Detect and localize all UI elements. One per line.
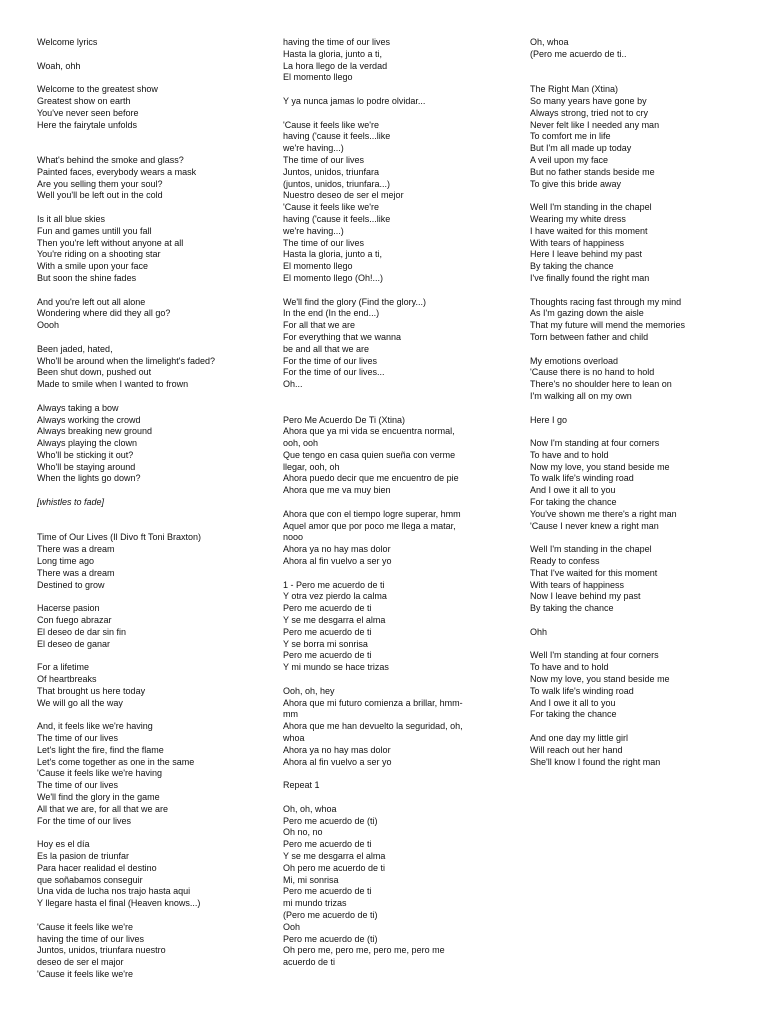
lyric-line: All that we are, for all that we are [37,803,169,814]
lyric-line: For taking the chance [530,497,617,508]
lyric-line: Let's light the fire, find the flame [37,744,164,755]
lyric-line: The time of our lives [37,780,119,791]
lyric-line: To have and to hold [530,662,609,673]
lyric-line: 'Cause it feels like we're [283,119,379,130]
song-title: The Right Man (Xtina) [530,84,619,95]
lyric-line: A veil upon my face [530,154,609,165]
lyric-line: Ahora ya no hay mas dolor [283,544,391,555]
lyric-line: To walk life's winding road [530,473,634,484]
lyric-line: Para hacer realidad el destino [37,862,157,873]
stanza-gap [283,403,513,415]
lyric-line: For the time of our lives [37,815,132,826]
stanza-gap [283,497,513,509]
lyric-line: I've finally found the right man [530,272,650,283]
stanza-gap [283,792,513,804]
lyric-line: Y se borra mi sonrisa [283,638,368,649]
lyric-line: Hasta la gloria, junto a ti, [283,48,383,59]
lyric-line: Mi, mi sonrisa [283,874,339,885]
lyric-line: Woah, ohh [37,60,81,71]
stanza-gap [283,285,513,297]
lyric-line: Well I'm standing in the chapel [530,544,652,555]
stanza-gap [530,532,760,544]
lyric-line: Una vida de lucha nos trajo hasta aqui [37,886,191,897]
stanza-gap [530,285,760,297]
lyric-line: having the time of our lives [37,933,145,944]
lyric-line: Ooh [283,921,301,932]
lyric-line: 'Cause I never knew a right man [530,520,659,531]
lyric-line: 'Cause it feels like we're [37,968,133,979]
lyric-line: we're having...) [283,143,344,154]
lyric-line: Long time ago [37,556,95,567]
lyric-line: Ahora que con el tiempo logre superar, hmm [283,508,461,519]
lyric-line: Ahora al fin vuelvo a ser yo [283,756,392,767]
stanza-gap [37,49,267,61]
lyric-line: Oooh [37,320,60,331]
lyric-line: Wearing my white dress [530,213,626,224]
lyric-line: There's no shoulder here to lean on [530,379,672,390]
lyric-line: Fun and games untill you fall [37,225,152,236]
lyric-line: The time of our lives [283,154,365,165]
lyric-line: 1 - Pero me acuerdo de ti [283,579,385,590]
lyric-line: Then you're left without anyone at all [37,237,184,248]
lyric-line: Is it all blue skies [37,213,106,224]
lyric-line: Well I'm standing at four corners [530,650,659,661]
lyric-line: With tears of happiness [530,579,625,590]
lyric-line: With tears of happiness [530,237,625,248]
lyric-line: Pero me acuerdo de ti [283,650,372,661]
lyric-line: mm [283,709,298,720]
lyric-line: That brought us here today [37,685,146,696]
lyric-line: Pero me acuerdo de ti [283,603,372,614]
lyric-line: Pero me acuerdo de (ti) [283,933,378,944]
lyric-line: Aquel amor que por poco me llega a matar, [283,520,456,531]
stanza-gap [37,285,267,297]
stanza-gap [530,721,760,733]
stanza-gap [37,332,267,344]
lyric-line: That I've waited for this moment [530,567,658,578]
lyric-line: To walk life's winding road [530,685,634,696]
lyric-line: And I owe it all to you [530,485,616,496]
lyric-line: And, it feels like we're having [37,721,153,732]
lyric-line: You've shown me there's a right man [530,508,677,519]
lyric-line: be and all that we are [283,343,370,354]
lyric-line: For taking the chance [530,709,617,720]
song-title: Pero Me Acuerdo De Ti (Xtina) [283,414,406,425]
lyric-line: Que tengo en casa quien sueña con verme [283,449,456,460]
lyric-line: Will reach out her hand [530,744,623,755]
lyric-line: Painted faces, everybody wears a mask [37,166,197,177]
lyric-line: ooh, ooh [283,438,319,449]
lyric-line: Y ya nunca jamas lo podre olvidar... [283,95,426,106]
lyric-line: Y se me desgarra el alma [283,615,386,626]
lyric-line: El momento llego (Oh!...) [283,272,384,283]
lyric-line: Wondering where did they all go? [37,308,171,319]
lyric-line: Made to smile when I wanted to frown [37,379,189,390]
lyric-line: Pero me acuerdo de (ti) [283,815,378,826]
lyric-line: El deseo de dar sin fin [37,626,127,637]
lyric-line: I'm walking all on my own [530,390,632,401]
stanza-gap [530,403,760,415]
lyric-line: Ahora que ya mi vida se encuentra normal, [283,426,455,437]
lyric-line: Greatest show on earth [37,95,131,106]
lyric-line: For the time of our lives... [283,367,385,378]
lyric-line: Pero me acuerdo de ti [283,839,372,850]
lyric-line: The time of our lives [283,237,365,248]
stanza-gap [37,827,267,839]
lyrics-column-right [530,37,760,768]
lyric-line: To comfort me in life [530,131,611,142]
lyric-line: Juntos, unidos, triunfara [283,166,380,177]
lyric-line: But soon the shine fades [37,272,137,283]
lyric-line: Destined to grow [37,579,105,590]
lyric-line: Thoughts racing fast through my mind [530,296,682,307]
lyrics-column-middle [283,37,513,969]
lyric-line: nooo [283,532,304,543]
lyric-line: Welcome to the greatest show [37,84,158,95]
stanza-gap [283,768,513,780]
lyric-line: Here I leave behind my past [530,249,643,260]
lyric-line: Y otra vez pierdo la calma [283,591,387,602]
lyric-line: Con fuego abrazar [37,615,112,626]
stanza-gap [37,485,267,497]
lyric-line: To give this bride away [530,178,622,189]
lyric-line: You're riding on a shooting star [37,249,161,260]
lyric-line: Oh no, no [283,827,323,838]
stanza-gap [37,72,267,84]
lyric-line: There was a dream [37,544,115,555]
lyric-line: In the end (In the end...) [283,308,380,319]
lyric-line: We'll find the glory (Find the glory...) [283,296,426,307]
stanza-gap [530,426,760,438]
stanza-gap [37,509,267,521]
lyric-line: Juntos, unidos, triunfara nuestro [37,945,166,956]
lyric-line: Of heartbreaks [37,674,97,685]
lyric-line: Repeat 1 [283,780,320,791]
lyric-line: Let's come together as one in the same [37,756,195,767]
lyric-line: Pero me acuerdo de ti [283,886,372,897]
lyric-line: So many years have gone by [530,95,647,106]
stanza-gap [37,131,267,143]
lyric-line: 'Cause it feels like we're having [37,768,162,779]
stanza-gap [37,709,267,721]
lyric-line: With a smile upon your face [37,261,149,272]
song-title: Welcome lyrics [37,37,98,47]
stanza-gap [530,639,760,651]
stanza-gap [530,61,760,73]
lyric-line: having the time of our lives [283,37,391,47]
lyric-line: Always playing the clown [37,438,138,449]
lyric-line: Well you'll be left out in the cold [37,190,163,201]
lyric-line: 'Cause there is no hand to hold [530,367,655,378]
lyric-line: But no father stands beside me [530,166,655,177]
stanza-gap [283,391,513,403]
lyric-line: I have waited for this moment [530,225,648,236]
lyric-line: Who'll be staying around [37,461,136,472]
stanza-gap [530,615,760,627]
lyric-line: Y mi mundo se hace trizas [283,662,389,673]
lyric-line: Torn between father and child [530,331,649,342]
lyric-line: Ready to confess [530,556,600,567]
lyric-line: having ('cause it feels...like [283,131,391,142]
stanza-gap [37,521,267,533]
lyric-line: La hora llego de la verdad [283,60,388,71]
lyric-line: Always working the crowd [37,414,141,425]
lyric-line: By taking the chance [530,261,614,272]
lyric-line: Ahora que me han devuelto la seguridad, oh, [283,721,463,732]
lyric-line: [whistles to fade] [37,497,105,508]
lyric-line: 'Cause it feels like we're [37,921,133,932]
lyric-line: El momento llego [283,261,353,272]
lyric-line: Always breaking new ground [37,426,153,437]
lyric-line: By taking the chance [530,603,614,614]
lyric-line: For all that we are [283,320,356,331]
lyric-line: Hoy es el día [37,839,90,850]
lyric-line: Ohh [530,626,548,637]
lyric-line: When the lights go down? [37,473,141,484]
lyric-line: Here the fairytale unfolds [37,119,138,130]
lyric-line: Who'll be around when the limelight's faded? [37,355,216,366]
lyric-line: Now my love, you stand beside me [530,461,670,472]
stanza-gap [37,591,267,603]
lyric-line: The time of our lives [37,733,119,744]
stanza-gap [283,84,513,96]
lyric-line: Oh, whoa [530,37,569,47]
lyric-line: As I'm gazing down the aisle [530,308,644,319]
lyric-line: That my future will mend the memories [530,320,686,331]
lyric-line: Oh pero me, pero me, pero me, pero me [283,945,445,956]
lyric-line: Hacerse pasion [37,603,100,614]
stanza-gap [530,190,760,202]
lyric-line: having ('cause it feels...like [283,213,391,224]
lyric-line: And I owe it all to you [530,697,616,708]
lyric-line: What's behind the smoke and glass? [37,154,184,165]
lyric-line: Are you selling them your soul? [37,178,163,189]
lyric-line: Oh... [283,379,303,390]
stanza-gap [37,391,267,403]
lyric-line: Ahora que me va muy bien [283,485,391,496]
lyric-line: Now I leave behind my past [530,591,641,602]
stanza-gap [37,910,267,922]
lyric-line: Been jaded, hated, [37,343,113,354]
lyric-line: Ahora que mi futuro comienza a brillar, hmm- [283,697,463,708]
lyric-line: There was a dream [37,567,115,578]
lyric-line: (Pero me acuerdo de ti) [283,909,378,920]
lyric-line: Never felt like I needed any man [530,119,660,130]
lyric-line: And one day my little girl [530,733,629,744]
lyrics-column-left [37,37,267,981]
lyric-line: She'll know I found the right man [530,756,661,767]
stanza-gap [530,72,760,84]
song-title: Time of Our Lives (Il Divo ft Toni Braxton) [37,532,202,543]
lyric-line: El momento llego [283,72,353,83]
lyric-line: whoa [283,733,305,744]
lyric-line: We'll find the glory in the game [37,792,160,802]
lyric-line: You've never seen before [37,107,139,118]
lyric-line: acuerdo de ti [283,957,336,968]
lyric-line: Pero me acuerdo de ti [283,626,372,637]
lyric-line: Es la pasion de triunfar [37,850,130,861]
lyric-line: Ooh, oh, hey [283,685,335,696]
lyric-line: We will go all the way [37,697,123,708]
lyric-line: (juntos, unidos, triunfara...) [283,178,391,189]
lyric-line: deseo de ser el major [37,957,124,968]
lyric-line: mi mundo trizas [283,898,347,909]
lyric-line: we're having...) [283,225,344,236]
lyric-line: For a lifetime [37,662,90,673]
lyric-line: llegar, ooh, oh [283,461,340,472]
lyric-line: Y llegare hasta el final (Heaven knows...) [37,898,201,909]
lyric-line: (Pero me acuerdo de ti.. [530,48,627,59]
lyric-line: My emotions overload [530,355,619,366]
lyric-line: To have and to hold [530,449,609,460]
lyric-line: Always taking a bow [37,402,119,413]
lyric-line: Been shut down, pushed out [37,367,152,378]
lyric-line: 'Cause it feels like we're [283,202,379,213]
lyric-line: Now I'm standing at four corners [530,438,660,449]
lyric-line: Now my love, you stand beside me [530,674,670,685]
lyric-line: And you're left out all alone [37,296,146,307]
stanza-gap [37,650,267,662]
lyric-line: Y se me desgarra el alma [283,850,386,861]
lyric-line: But I'm all made up today [530,143,632,154]
lyric-line: Oh pero me acuerdo de ti [283,862,386,873]
lyric-line: Oh, oh, whoa [283,803,337,814]
lyric-line: Always strong, tried not to cry [530,107,649,118]
stanza-gap [283,108,513,120]
lyric-line: For the time of our lives [283,355,378,366]
lyric-line: que soñabamos conseguir [37,874,143,885]
lyric-line: Hasta la gloria, junto a ti, [283,249,383,260]
stanza-gap [37,143,267,155]
lyric-line: Nuestro deseo de ser el mejor [283,190,404,201]
lyric-line: Ahora ya no hay mas dolor [283,744,391,755]
lyric-line: For everything that we wanna [283,331,402,342]
lyric-line: El deseo de ganar [37,638,111,649]
lyric-line: Who'll be sticking it out? [37,449,134,460]
lyric-line: Ahora puedo decir que me encuentro de pie [283,473,459,484]
stanza-gap [283,568,513,580]
stanza-gap [530,344,760,356]
lyric-line: Well I'm standing in the chapel [530,202,652,213]
stanza-gap [283,674,513,686]
stanza-gap [37,202,267,214]
lyric-line: Ahora al fin vuelvo a ser yo [283,556,392,567]
lyric-line: Here I go [530,414,568,425]
